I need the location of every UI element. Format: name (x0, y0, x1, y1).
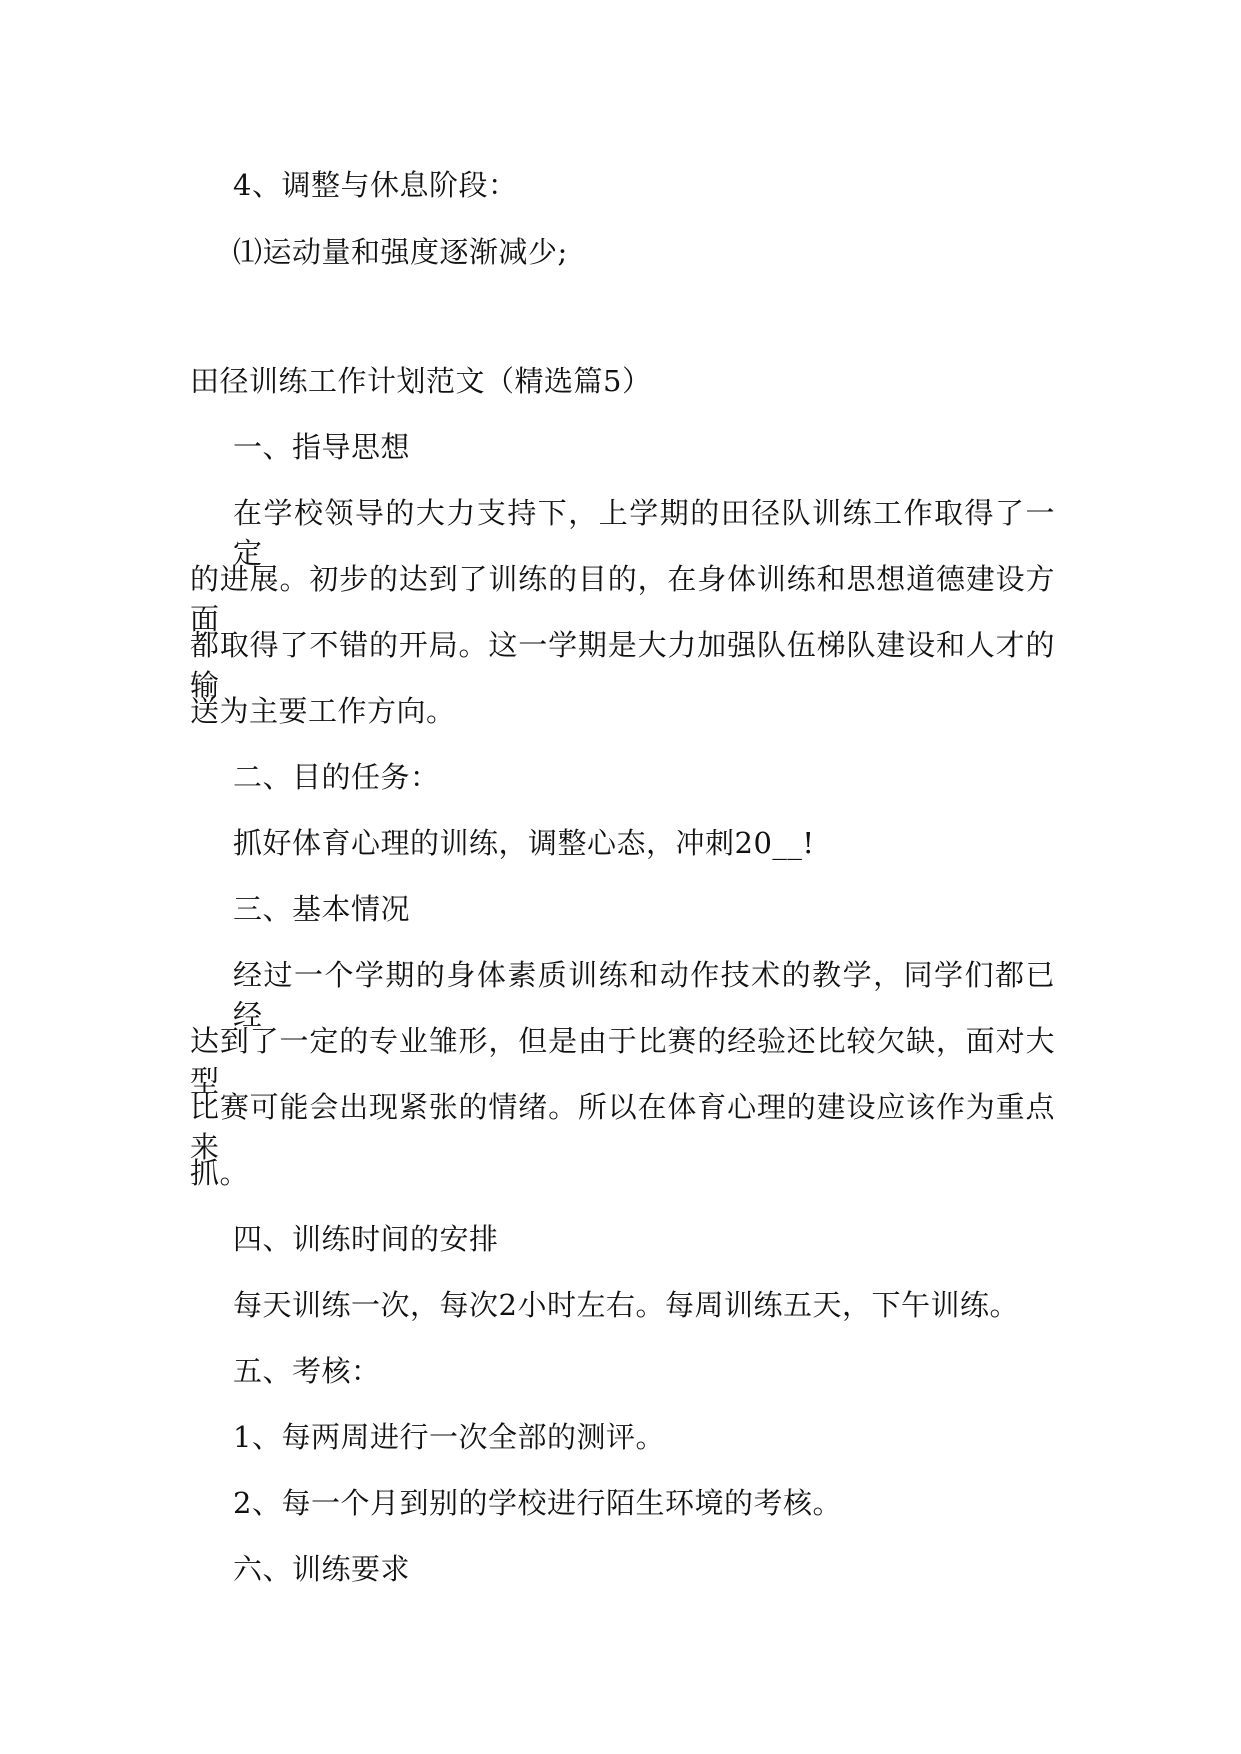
section-heading-training-schedule: 四、训练时间的安排 (233, 1222, 499, 1256)
paragraph-training-schedule: 每天训练一次，每次2小时左右。每周训练五天，下午训练。 (233, 1288, 1019, 1322)
section-heading-guiding-idea: 一、指导思想 (233, 430, 411, 464)
paragraph-line: 经过一个学期的身体素质训练和动作技术的教学，同学们都已经 (233, 958, 1055, 1032)
article-title: 田径训练工作计划范文（精选篇5） (190, 364, 652, 398)
paragraph-line: 在学校领导的大力支持下，上学期的田径队训练工作取得了一定 (233, 496, 1055, 570)
paragraph-goals: 抓好体育心理的训练，调整心态，冲刺20__! (233, 826, 815, 860)
list-item: 2、每一个月到别的学校进行陌生环境的考核。 (233, 1486, 842, 1520)
section-heading-training-requirements: 六、训练要求 (233, 1552, 411, 1586)
list-item-reduce-intensity: ⑴运动量和强度逐渐减少; (233, 235, 568, 269)
section-heading-adjust-rest-phase: 4、调整与休息阶段： (233, 168, 518, 202)
section-heading-goals: 二、目的任务： (233, 760, 440, 794)
paragraph-line: 都取得了不错的开局。这一学期是大力加强队伍梯队建设和人才的输 (190, 628, 1055, 702)
section-heading-basic-situation: 三、基本情况 (233, 892, 411, 926)
paragraph-line: 达到了一定的专业雏形，但是由于比赛的经验还比较欠缺，面对大型 (190, 1024, 1055, 1098)
paragraph-line: 抓。 (190, 1156, 250, 1190)
paragraph-line: 送为主要工作方向。 (190, 694, 456, 728)
paragraph-line: 的进展。初步的达到了训练的目的，在身体训练和思想道德建设方面 (190, 562, 1055, 636)
paragraph-line: 比赛可能会出现紧张的情绪。所以在体育心理的建设应该作为重点来 (190, 1090, 1055, 1164)
list-item: 1、每两周进行一次全部的测评。 (233, 1420, 665, 1454)
section-heading-assessment: 五、考核： (233, 1354, 381, 1388)
